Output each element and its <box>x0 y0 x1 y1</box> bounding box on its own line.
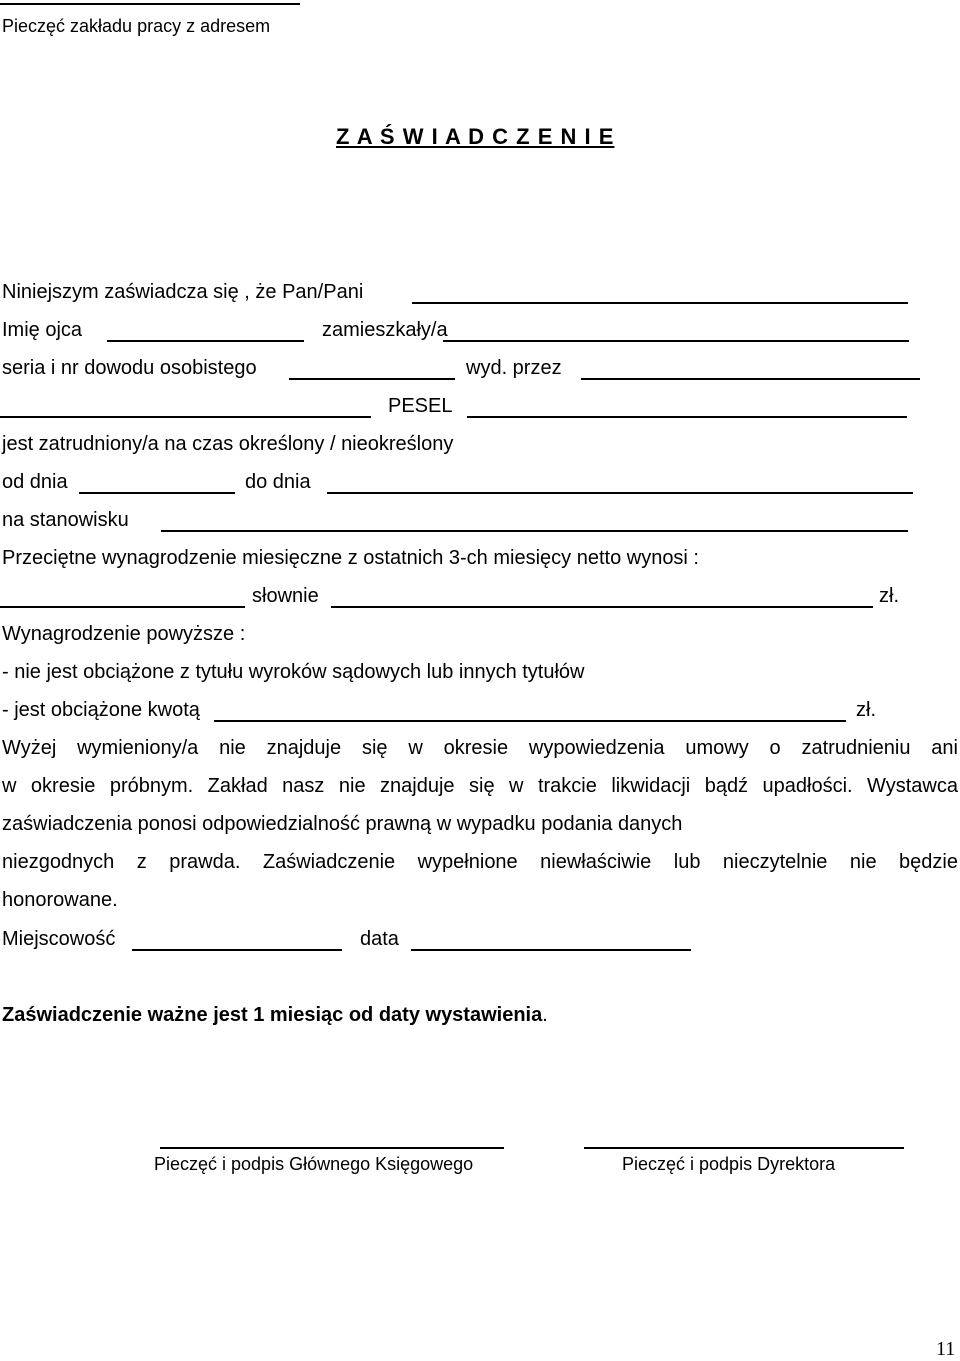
not-encumbered-text: - nie jest obciążone z tytułu wyroków sądowych lub innych tytułów <box>2 661 585 683</box>
id-card-line <box>289 378 455 380</box>
position-label: na stanowisku <box>2 509 129 531</box>
validity-note <box>2 1004 548 1027</box>
salary-amount-line <box>0 606 245 608</box>
salary-text: Przeciętne wynagrodzenie miesięczne z ostatnich 3-ch miesięcy netto wynosi : <box>2 547 699 569</box>
stamp-line <box>0 3 300 5</box>
father-name-line <box>107 340 304 342</box>
from-date-line <box>79 492 235 494</box>
chief-accountant-signature-line <box>160 1147 504 1149</box>
date-line <box>411 949 691 951</box>
statement-line-5: honorowane. <box>2 889 118 911</box>
encumbered-label: - jest obciążone kwotą <box>2 699 200 721</box>
issued-by-line-cont <box>0 416 371 418</box>
from-date-label: od dnia <box>2 471 68 493</box>
date-label: data <box>360 928 399 950</box>
director-signature-label: Pieczęć i podpis Dyrektora <box>622 1154 836 1174</box>
employment-type-text: jest zatrudniony/a na czas określony / nieokreślony <box>2 433 454 455</box>
document-title: Z A Ś W I A D C Z E N I E <box>336 124 615 149</box>
in-words-label: słownie <box>252 585 319 607</box>
place-label: Miejscowość <box>2 928 116 950</box>
validity-note-bold: Zaświadczenie ważne jest 1 miesiąc od daty wystawienia <box>2 1004 543 1026</box>
intro-text: Niniejszym zaświadcza się , że Pan/Pani <box>2 281 364 303</box>
to-date-label: do dnia <box>245 471 311 493</box>
issued-by-label: wyd. przez <box>466 357 562 379</box>
pesel-label: PESEL <box>388 395 453 417</box>
to-date-line <box>327 492 913 494</box>
statement-line-2: w okresie próbnym. Zakład nasz nie znajduje się w trakcie likwidacji bądź upadłości. Wystawca <box>2 775 958 797</box>
salary-above-label: Wynagrodzenie powyższe : <box>2 623 246 645</box>
position-line <box>161 530 908 532</box>
statement-line-4: niezgodnych z prawda. Zaświadczenie wypełnione niewłaściwie lub nieczytelnie nie będzie <box>2 851 958 873</box>
residence-line <box>443 340 909 342</box>
currency-label-1: zł. <box>879 585 899 607</box>
id-card-label: seria i nr dowodu osobistego <box>2 357 257 379</box>
statement-line-3: zaświadczenia ponosi odpowiedzialność prawną w wypadku podania danych <box>2 813 683 835</box>
director-signature-line <box>584 1147 904 1149</box>
residence-label: zamieszkały/a <box>322 319 448 341</box>
chief-accountant-signature-label: Pieczęć i podpis Głównego Księgowego <box>154 1154 474 1174</box>
page-number: 11 <box>936 1338 956 1360</box>
father-name-label: Imię ojca <box>2 319 83 341</box>
stamp-label: Pieczęć zakładu pracy z adresem <box>2 16 271 36</box>
statement-line-1: Wyżej wymieniony/a nie znajduje się w okresie wypowiedzenia umowy o zatrudnieniu ani <box>2 737 958 759</box>
name-field-line <box>412 302 908 304</box>
in-words-line <box>331 606 873 608</box>
pesel-line <box>467 416 907 418</box>
encumbered-amount-line <box>214 720 846 722</box>
currency-label-2: zł. <box>856 699 876 721</box>
validity-note-end: . <box>542 1004 548 1026</box>
place-line <box>132 949 342 951</box>
issued-by-line <box>581 378 920 380</box>
